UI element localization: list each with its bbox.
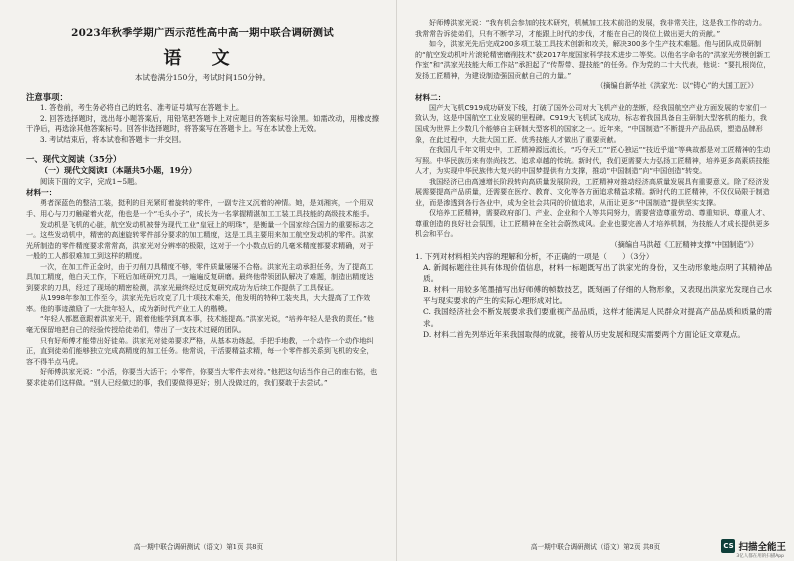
answer-option: A. 新闻标题往往具有体现价值信息，材料一标题既写出了洪家光的身份，又生动形象地点明了其精神品质。 — [423, 262, 772, 283]
paragraph: 勇者深蓝色的整洁工装，挺利的目光紧盯着旋转的零件，一副专注又沉着的神情。她，是刘湘宾，一个用双手、用心与刀刃触碰着火花，他也是一个“毛头小子”，成长为一名掌握精湛加工工装工具技能的高级技术能手。 — [26, 198, 374, 219]
notes-heading: 注意事项： — [26, 92, 68, 102]
question-stem: 1. 下列对材料相关内容的理解和分析，不正确的一项是（ ）（3分） — [415, 251, 654, 261]
scanner-watermark — [721, 539, 786, 553]
note-item: 3. 考试结束后，将本试卷和答题卡一并交回。 — [40, 134, 186, 144]
material-label: 材料二： — [415, 92, 446, 102]
answer-option: B. 材料一用较多笔墨描写出好师傅的帧数技艺，既刻画了仔细的人物形象，又表现出洪家光发现自己水平与现实要求的产生的实际心理形成对比。 — [423, 284, 772, 306]
answer-option: C. 我国经济社会不断发展要求我们要重视产品品质，这样才能满足人民群众对提高产品品质和质量的需求。 — [423, 307, 772, 328]
exam-title: 2023年秋季学期广西示范性高中高一期中联合调研测试 — [71, 27, 334, 39]
note-item: 1. 答卷前，考生务必将自己的姓名、准考证号填写在答题卡上。 — [40, 103, 244, 112]
paragraph: 从1998年参加工作至今，洪家光先后攻克了几十项技术难关，他发明的特种工装夹具，大大提高了工作效率。他的事迹激励了一大批年轻人，成为新时代产业工人的楷模。 — [26, 293, 371, 313]
paragraph: “年轻人都愿意跟着洪家光干，跟着他能学到真本事，技术能提高。”洪家光说，“培养年轻人是我的责任。”他毫无保留地把自己的经验传授给徒弟们，带出了一支技术过硬的团队。 — [26, 314, 374, 335]
paragraph: 在我国几千年文明史中，工匠精神源远流长，“巧夺天工”“匠心独运”“技近乎道”等典故都是对工匠精神的生动写照。中华民族历来有崇尚技艺、追求卓越的传统。新时代，我们更需要大力弘扬工匠精神，培养更多高素质技能人才，为实现中华民族伟大复兴的中国梦提供有力支撑，推动“中国制造”向“中国创造”转变。 — [415, 145, 771, 176]
paragraph: 我国经济已由高速增长阶段转向高质量发展阶段，工匠精神对推动经济高质量发展具有重要意义。除了经济发展需要提高产品质量，还需要在医疗、教育、文化等各方面追求精益求精。新时代的工匠精神，不仅仅局限于制造业，而是渗透到各行各业中，成为全社会共同的价值追求，从而让更多“中国制造”提供坚实支撑。 — [415, 176, 770, 207]
paragraph: 如今，洪家光先后完成200多项工装工具技术创新和攻关，解决300多个生产技术难题。他与团队成员研制的“航空发动机叶片滚轮精密磨削技术”获2017年度国家科学技术进步二等奖。以他名字命名的“洪家光劳模创新工作室”和“洪家光技能大师工作站”承担起了“传帮带、提技能”的任务。作为党的二十大代表，他说：“要扎根岗位，发扬工匠精神，为建设制造强国贡献自己的力量。” — [415, 39, 771, 80]
paragraph: 好师傅洪家光说：“我有机会参加的技术研究，机械加工技术前沿的发展，我非常关注，这是我工作的动力。我常常告诉徒弟们，只有不断学习，才能跟上时代的步伐，才能在自己的岗位上做出更大的贡献。” — [415, 18, 767, 38]
page-footer: 高一期中联合调研测试（语文）第1页 共8页 — [133, 543, 264, 551]
source-citation: （摘编自马洪超《工匠精神支撑“中国制造”》） — [610, 239, 758, 249]
material-label: 材料一： — [26, 188, 57, 198]
page-right — [397, 0, 794, 561]
paragraph: 好师傅洪家光说：“小活，你要当大活干；小零件，你要当大零件去对待。”他把这句话当作自己的座右铭，也要求徒弟们这样做。“别人已经做过的事，我们要做得更好；别人没做过的，我们要敢于去尝试。” — [26, 367, 378, 387]
section-heading: 一、现代文阅读（35分） — [26, 154, 122, 165]
paragraph: 发动机是飞机的心脏，航空发动机被誉为现代工业“皇冠上的明珠”，是衡量一个国家综合国力的重要标志之一。这些发动机中，精密的高速旋转零件部分要求的加工精度，这是工具主要用来加工航空发动机的零件。洪家光所制造的零件精度要求常常高，洪家光对分辨率的极限，这对于一个小数点后的几毫米精度都要求精确，对于一般的工人都很难加工到这样的精度。 — [26, 219, 374, 261]
subsection-heading: （一）现代文阅读Ⅰ（本题共5小题，19分） — [40, 165, 197, 176]
page-footer: 高一期中联合调研测试（语文）第2页 共8页 — [530, 543, 661, 551]
source-citation: （摘编自新华社《洪家光：以“铸心”的大国工匠》） — [596, 81, 758, 91]
exam-info: 本试卷满分150分，考试时间150分钟。 — [134, 73, 271, 82]
paragraph: 只有好师傅才能带出好徒弟。洪家光对徒弟要求严格，从基本功练起，手把手地教，一个动作一个动作地纠正，直到徒弟们能够独立完成高精度的加工任务。他常说，干活要精益求精，每一个零件都关系到飞机的安全，容不得半点马虎。 — [26, 335, 374, 366]
camscanner-logo-icon: CS — [721, 539, 735, 553]
paragraph: 国产大飞机C919成功研发下线，打破了国外公司对大飞机产业的垄断，经我国航空产业方面发展的专家们一致认为，这是中国航空工业发展的里程碑。C919大飞机试飞成功，标志着我国具备自主研制大型客机的能力，我国成为世界上少数几个能够自主研制大型客机的国家之一。近年来，“中国制造”不断提升产品品质，塑造品牌形象，在此过程中，大批大国工匠、优秀技能人才做出了重要贡献。 — [415, 102, 767, 144]
answer-option: D. 材料二首先列举近年来我国取得的成就，接着从历史发展和现实需要两个方面论证文章观点。 — [423, 329, 745, 339]
paragraph: 仅培养工匠精神，需要政府部门、产业、企业和个人等共同努力，需要营造尊重劳动、尊重知识、尊重人才、尊重创造的良好社会氛围，让工匠精神在全社会蔚然成风。企业也要完善人才培养机制，为技能人才成长提供更多机会和平台。 — [415, 208, 770, 239]
subject-heading: 语 文 — [163, 48, 242, 69]
scanner-app-name: 扫描全能王 — [738, 542, 786, 553]
paragraph: 一次，在加工件正金时，由于刃削刀具精度不够，零件质量屡屡不合格。洪家光主动承担任务，为了提高工具加工精度，他白天工作，下班后加班研究刀具，一遍遍反复研磨。最终他带领团队解决了难题，制造出精度达到要求的刀具，经过了现场的精密检测，洪家光最终经过反复研究成功为后续工作提供了工具保证。 — [26, 261, 374, 292]
scanner-tagline: 3亿人都在用的扫描App — [736, 554, 784, 559]
note-item: 2. 回答选择题时，选出每小题答案后，用铅笔把答题卡上对应题目的答案标号涂黑。如需改动，用橡皮擦干净后，再选涂其他答案标号。回答非选择题时，将答案写在答题卡上。写在本试卷上无效。 — [26, 113, 379, 134]
instruction: 阅读下面的文字，完成1~5题。 — [40, 176, 142, 186]
